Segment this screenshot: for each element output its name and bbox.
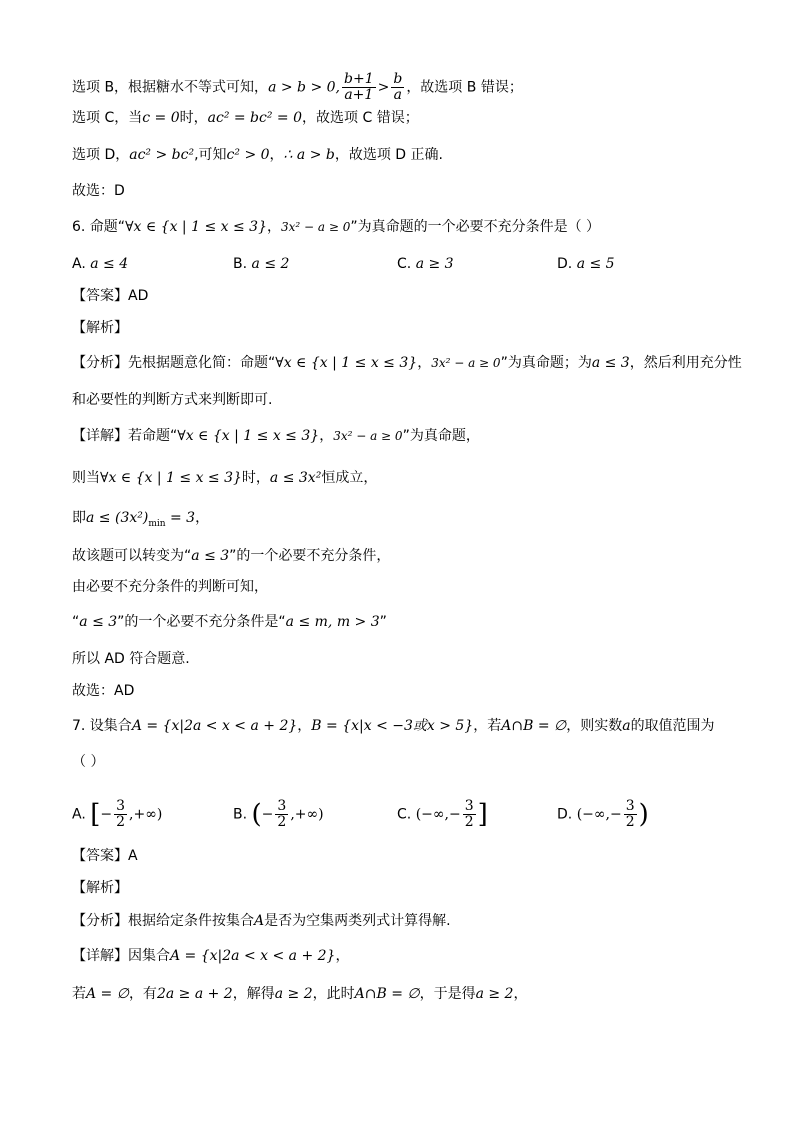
q7-option-d: D. (−∞,− $\frac{3}{2}$ ) xyxy=(557,798,649,830)
q6-fenxi-line2: 和必要性的判断方式来判断即可. xyxy=(72,392,273,408)
q5-option-b-line: 选项 B，根据糖水不等式可知，a > b > 0, $\frac{b+1}{a+1}$ > $\frac{b}{a}$ ，故选项 B 错误； xyxy=(72,71,523,103)
q6-option-b: B. a ≤ 2 xyxy=(233,256,290,272)
q7-solution-line2: 若A = ∅，有2a ≥ a + 2，解得a ≥ 2，此时A∩B = ∅，于是得a ≥ 2， xyxy=(72,986,528,1002)
fraction: $\frac{b+1}{a+1}$ xyxy=(344,71,374,103)
q6-analysis-tag: 【解析】 xyxy=(72,320,128,336)
q6-solution-line6: “a ≤ 3”的一个必要不充分条件是“a ≤ m, m > 3” xyxy=(72,614,387,630)
q6-fenxi: 【分析】先根据题意化简：命题“∀x ∈ {x | 1 ≤ x ≤ 3}，3x² − a ≥ 0”为真命题；为a ≤ 3，然后利用充分性 xyxy=(72,355,742,371)
q6-option-c: C. a ≥ 3 xyxy=(397,256,454,272)
q6-solution-line3: 即$a \le (3x^2)_{min} = 3$， xyxy=(72,510,210,529)
q7-answer: 【答案】A xyxy=(72,848,138,864)
q6-stem: 6. 命题“∀x ∈ {x | 1 ≤ x ≤ 3}，3x² − a ≥ 0”为真命题的一个必要不充分条件是（ ） xyxy=(72,219,601,235)
q5-choice: 故选：D xyxy=(72,183,125,199)
q7-option-c: C. (−∞,− $\frac{3}{2}$ ] xyxy=(397,798,488,830)
q6-solution-line5: 由必要不充分条件的判断可知， xyxy=(72,579,268,595)
q6-option-d: D. a ≤ 5 xyxy=(557,256,615,272)
q7-fenxi: 【分析】根据给定条件按集合A是否为空集两类列式计算得解. xyxy=(72,913,451,929)
q6-solution-line2: 则当∀x ∈ {x | 1 ≤ x ≤ 3}时，a ≤ 3x²恒成立， xyxy=(72,470,378,486)
q7-option-b: B. (− $\frac{3}{2}$ ,+∞) xyxy=(233,798,324,830)
q6-solution-line7: 所以 AD 符合题意. xyxy=(72,651,190,667)
q7-paren: （ ） xyxy=(72,754,105,770)
q6-solution-line4: 故该题可以转变为“a ≤ 3”的一个必要不充分条件， xyxy=(72,548,391,564)
fraction: $\frac{b}{a}$ xyxy=(393,71,403,103)
q6-choice: 故选：AD xyxy=(72,683,135,699)
q7-option-a: A. [− $\frac{3}{2}$ ,+∞) xyxy=(72,798,163,830)
q7-xiangjie: 【详解】因集合A = {x|2a < x < a + 2}， xyxy=(72,948,350,964)
q7-analysis-tag: 【解析】 xyxy=(72,880,128,896)
q5-option-c-line: 选项 C，当c = 0时，ac² = bc² = 0，故选项 C 错误； xyxy=(72,110,419,126)
q6-answer: 【答案】AD xyxy=(72,288,149,304)
q6-xiangjie: 【详解】若命题“∀x ∈ {x | 1 ≤ x ≤ 3}，3x² − a ≥ 0”为真命题， xyxy=(72,428,480,444)
q6-option-a: A. a ≤ 4 xyxy=(72,256,129,272)
q5-option-d-line: 选项 D，ac² > bc²,可知c² > 0，∴ a > b，故选项 D 正确. xyxy=(72,147,443,163)
q7-stem: 7. 设集合A = {x|2a < x < a + 2}，B = {x|x < −3或x > 5}，若A∩B = ∅，则实数a的取值范围为 xyxy=(72,718,715,734)
